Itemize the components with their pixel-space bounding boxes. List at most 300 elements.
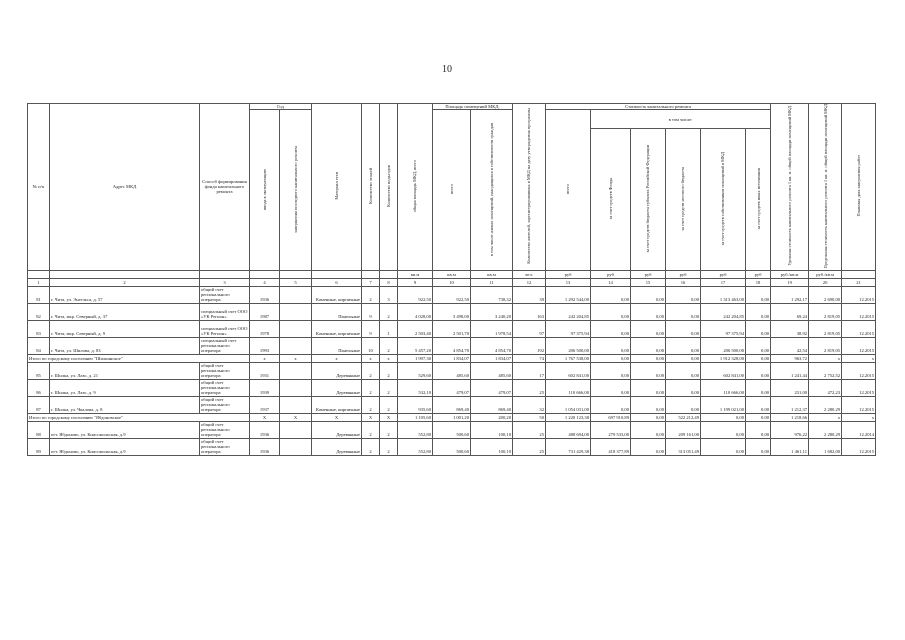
table-cell: 1 292 544,00 [546, 286, 591, 303]
table-cell: г. Шилка, ул. Лазо, д. 9 [50, 379, 200, 396]
table-cell: 2 [362, 379, 380, 396]
unit-cell [312, 270, 362, 278]
header-owners: за счет средств собственников помещений в МКД [720, 152, 726, 246]
subtotal-cell: 1 997,30 [398, 354, 433, 362]
table-cell: 1 978,54 [471, 320, 513, 337]
table-cell [280, 379, 312, 396]
subtotal-cell: 1 912 328,00 [701, 354, 746, 362]
table-cell: 2 [362, 286, 380, 303]
subtotal-row [28, 413, 876, 421]
table-cell: 110 666,00 [546, 379, 591, 396]
unit-cell [250, 270, 280, 278]
table-cell: 1 461,11 [771, 438, 809, 455]
table-row [28, 421, 876, 438]
table-cell: г. Чита, ул. Шилова, д. 83 [50, 337, 200, 354]
table-cell: 529,60 [398, 362, 433, 379]
subtotal-cell: 50 [513, 413, 546, 421]
subtotal-cell: x [380, 354, 398, 362]
subtotal-cell: 0,00 [666, 354, 701, 362]
subtotal-label: Итого по городскому поселению "Шилкинское" [28, 354, 250, 362]
table-cell: общий счет регионального оператора [200, 421, 250, 438]
table-cell: 2 [380, 421, 398, 438]
table-cell: 1937 [250, 396, 280, 413]
table-cell: 869,40 [433, 396, 471, 413]
header-federal: за счет средств бюджета субъекта Российской Федерации [645, 144, 651, 253]
table-cell: 1 212,37 [771, 396, 809, 413]
table-cell: 1 313 463,00 [701, 286, 746, 303]
table-cell: 1 199 021,00 [701, 396, 746, 413]
column-number: 15 [631, 278, 666, 286]
table-cell [280, 421, 312, 438]
table-cell: 0,00 [631, 379, 666, 396]
table-cell: 0,00 [666, 320, 701, 337]
table-cell: 0,00 [591, 320, 631, 337]
table-cell: 5 457,20 [398, 337, 433, 354]
table-cell: 1 [380, 320, 398, 337]
unit-cell: руб [546, 270, 591, 278]
table-cell: 83 [28, 320, 50, 337]
table-cell: 0,00 [666, 303, 701, 320]
table-cell: 39 [513, 286, 546, 303]
table-cell: 976,22 [771, 421, 809, 438]
table-cell: 2 819,05 [809, 337, 842, 354]
table-cell: 0,00 [746, 320, 771, 337]
unit-cell: кв.м [433, 270, 471, 278]
column-number: 10 [433, 278, 471, 286]
header-incl: в том числе: [591, 110, 771, 129]
table-cell: 12.2015 [842, 320, 876, 337]
table-cell: 85 [28, 362, 50, 379]
subtotal-cell: X [250, 413, 280, 421]
subtotal-cell: X [380, 413, 398, 421]
table-cell: общий счет регионального оператора [200, 438, 250, 455]
table-cell: 209 161,00 [666, 421, 701, 438]
table-cell: 4 854,70 [433, 337, 471, 354]
subtotal-cell: 0,00 [591, 354, 631, 362]
table-cell: 1987 [250, 303, 280, 320]
table-cell: 1978 [250, 320, 280, 337]
table-cell: 9 [362, 303, 380, 320]
header-year: Год [250, 104, 312, 110]
column-number: 17 [701, 278, 746, 286]
table-cell: Каменные, кирпичные [312, 396, 362, 413]
subtotal-cell: 1 220 123,38 [546, 413, 591, 421]
table-row [28, 303, 876, 320]
table-cell: 1936 [250, 421, 280, 438]
table-cell: 418 377,89 [591, 438, 631, 455]
subtotal-cell: x [280, 354, 312, 362]
table-cell: г. Чита, ул. Энгельса, д. 57 [50, 286, 200, 303]
table-cell: 485,60 [471, 362, 513, 379]
table-cell: 12.2014 [842, 421, 876, 438]
table-row [28, 337, 876, 354]
header-year-last-repair: завершения последнего капитального ремонта [292, 145, 298, 233]
table-cell: 1 241,44 [771, 362, 809, 379]
table-cell: 0,00 [701, 438, 746, 455]
unit-cell [842, 270, 876, 278]
subtotal-cell: 522 212,49 [666, 413, 701, 421]
subtotal-row [28, 354, 876, 362]
table-row [28, 438, 876, 455]
table-cell: 479,07 [433, 379, 471, 396]
header-n: № п/п [28, 104, 50, 271]
unit-cell [380, 270, 398, 278]
subtotal-cell: x [842, 413, 876, 421]
table-cell: 0,00 [631, 337, 666, 354]
column-number: 13 [546, 278, 591, 286]
table-cell: 479,07 [471, 379, 513, 396]
header-fund: за счет средств Фонда [607, 178, 613, 220]
table-cell: 279 533,00 [591, 421, 631, 438]
table-cell: 1936 [250, 286, 280, 303]
table-cell: 0,00 [746, 438, 771, 455]
header-cost-total: всего [565, 184, 571, 195]
subtotal-cell: X [312, 413, 362, 421]
table-cell: 0,00 [591, 396, 631, 413]
table-cell: 2 280,29 [809, 421, 842, 438]
subtotal-cell: x [250, 354, 280, 362]
table-cell: 10 [362, 337, 380, 354]
table-cell: Деревянные [312, 379, 362, 396]
table-cell: 0,00 [666, 286, 701, 303]
subtotal-cell: 1 105,60 [398, 413, 433, 421]
table-cell: 25 [513, 438, 546, 455]
table-cell [280, 286, 312, 303]
header-residents: Количество жителей, зарегистрированных в МКД на дату утверждения программы [526, 108, 532, 265]
table-cell: 0,00 [666, 379, 701, 396]
header-entrances: Количество подъездов [385, 165, 391, 208]
unit-cell: руб [631, 270, 666, 278]
table-cell: 88 [28, 421, 50, 438]
subtotal-cell: X [280, 413, 312, 421]
header-deadline: Плановая дата завершения работ [856, 155, 862, 217]
subtotal-cell: x [809, 354, 842, 362]
column-number: 20 [809, 278, 842, 286]
table-cell: 100,10 [471, 438, 513, 455]
page-number: 10 [442, 64, 452, 75]
header-local: за счет средств местного бюджета [680, 166, 686, 231]
table-cell: 0,00 [631, 286, 666, 303]
table-cell: 532,10 [398, 379, 433, 396]
table-cell: г. Шилка, ул. Лазо, д. 21 [50, 362, 200, 379]
table-cell: 500,60 [433, 438, 471, 455]
subtotal-cell: 1 001,20 [433, 413, 471, 421]
table-cell: 82 [28, 303, 50, 320]
table-cell [280, 438, 312, 455]
column-number: 1 [28, 278, 50, 286]
table-cell: 25 [513, 421, 546, 438]
table-cell: 2 [380, 362, 398, 379]
table-cell: Деревянные [312, 421, 362, 438]
subtotal-cell: 697 910,89 [591, 413, 631, 421]
table-cell: 2 752,52 [809, 362, 842, 379]
table-cell: 42,54 [771, 337, 809, 354]
table-cell: 0,00 [591, 337, 631, 354]
table-cell: 1936 [250, 438, 280, 455]
subtotal-cell: 0,00 [746, 354, 771, 362]
table-cell: 1 054 031,00 [546, 396, 591, 413]
table-cell: 9 [362, 320, 380, 337]
subtotal-cell: 0,00 [631, 413, 666, 421]
table-cell: 89 [28, 438, 50, 455]
table-row [28, 320, 876, 337]
table-cell: 0,00 [746, 421, 771, 438]
table-cell: 97 375,94 [701, 320, 746, 337]
subtotal-cell: 1 834,07 [471, 354, 513, 362]
table-cell: 472,23 [809, 379, 842, 396]
unit-cell [200, 270, 250, 278]
table-cell: 4 854,70 [471, 337, 513, 354]
unit-cell: руб./кв.м [771, 270, 809, 278]
table-cell: 0,00 [631, 303, 666, 320]
subtotal-cell: 200,20 [471, 413, 513, 421]
unit-cell: чел. [513, 270, 546, 278]
table-cell: 86 [28, 379, 50, 396]
table-cell: Панельные [312, 337, 362, 354]
column-number: 12 [513, 278, 546, 286]
table-row [28, 286, 876, 303]
table-cell: 84 [28, 337, 50, 354]
subtotal-cell: 963,72 [771, 354, 809, 362]
table-cell: общий счет регионального оператора [200, 396, 250, 413]
table-cell: 12.2015 [842, 303, 876, 320]
table-cell: 0,00 [746, 379, 771, 396]
unit-cell [362, 270, 380, 278]
unit-cell [28, 270, 50, 278]
unit-cell: руб./кв.м [809, 270, 842, 278]
table-cell: 2 [362, 421, 380, 438]
table-cell: общий счет регионального оператора [200, 379, 250, 396]
table-cell: пгт. Ябдоново, ул. Комсомольская, д.9 [50, 421, 200, 438]
header-unit-cost: Удельная стоимость капитального ремонта 1 кв. м. общей площади помещений МКД [787, 106, 793, 267]
table-cell [280, 320, 312, 337]
table-cell: 192 [513, 337, 546, 354]
unit-cell: кв.м [398, 270, 433, 278]
table-cell: 0,00 [746, 337, 771, 354]
table-cell: Каменные, кирпичные [312, 286, 362, 303]
table-cell [280, 396, 312, 413]
column-number: 5 [280, 278, 312, 286]
table-cell: 2 [380, 438, 398, 455]
table-cell: 602 841,00 [701, 362, 746, 379]
table-cell: 0,00 [746, 396, 771, 413]
table-cell: специальный счет регионального оператора [200, 337, 250, 354]
table-cell: 1939 [250, 379, 280, 396]
table-cell: 2 503,40 [398, 320, 433, 337]
header-floors: Количество этажей [367, 168, 373, 205]
header-walls: Материал стен [333, 172, 339, 200]
table-cell: 110 666,00 [701, 379, 746, 396]
table-cell: 3 [380, 286, 398, 303]
subtotal-label: Итого по городскому поселению "Ябдоновское" [28, 413, 250, 421]
subtotal-cell: x [809, 413, 842, 421]
table-cell: г. Чита, мкр. Северный, д. 37 [50, 303, 200, 320]
table-cell: 0,00 [631, 438, 666, 455]
header-premises-residential: в том числе жилых помещений, находящихся в собственности граждан [488, 122, 494, 256]
column-number: 9 [398, 278, 433, 286]
table-cell: 552,80 [398, 421, 433, 438]
column-number: 2 [50, 278, 200, 286]
table-cell: 69,24 [771, 303, 809, 320]
column-number: 18 [746, 278, 771, 286]
table-cell: 2 819,05 [809, 303, 842, 320]
table-cell [280, 362, 312, 379]
table-cell: 97 [513, 320, 546, 337]
table-cell: 38,92 [771, 320, 809, 337]
unit-cell: руб [591, 270, 631, 278]
table-cell: Деревянные [312, 438, 362, 455]
column-number: 8 [380, 278, 398, 286]
table-cell: 12.2015 [842, 396, 876, 413]
table-cell [280, 337, 312, 354]
table-cell: 0,00 [746, 286, 771, 303]
table-cell: 2 [362, 362, 380, 379]
header-cost: Стоимость капитального ремонта [546, 104, 771, 110]
table-cell: 602 841,00 [546, 362, 591, 379]
table-cell: 488 694,00 [546, 421, 591, 438]
table-cell: 12.2015 [842, 362, 876, 379]
column-number: 14 [591, 278, 631, 286]
subtotal-cell: x [312, 354, 362, 362]
table-cell: 242 204,85 [546, 303, 591, 320]
table-cell: 0,00 [666, 337, 701, 354]
table-cell: 869,40 [471, 396, 513, 413]
subtotal-cell: 74 [513, 354, 546, 362]
header-other: за счет средств иных источников [755, 168, 761, 230]
table-cell: г. Шилка, ул. Чкалова, д. 8 [50, 396, 200, 413]
table-cell: Панельные [312, 303, 362, 320]
table-cell: 552,80 [398, 438, 433, 455]
table-cell: 922,50 [398, 286, 433, 303]
header-address: Адрес МКД [50, 104, 200, 271]
table-cell: 87 [28, 396, 50, 413]
table-cell: общий счет регионального оператора [200, 362, 250, 379]
table-cell: Деревянные [312, 362, 362, 379]
table-cell: 0,00 [631, 320, 666, 337]
table-cell: 0,00 [701, 421, 746, 438]
subtotal-cell: 0,00 [746, 413, 771, 421]
table-cell: 4 028,00 [398, 303, 433, 320]
table-cell: 3 240,20 [471, 303, 513, 320]
table-cell: общий счет регионального оператора [200, 286, 250, 303]
table-cell: 313 051,49 [666, 438, 701, 455]
table-cell: 731 429,38 [546, 438, 591, 455]
column-number: 11 [471, 278, 513, 286]
table-cell: Каменные, кирпичные [312, 320, 362, 337]
table-cell: 100,10 [471, 421, 513, 438]
table-cell: 2 [380, 303, 398, 320]
table-cell: 206 500,00 [701, 337, 746, 354]
table-cell: 2 [380, 379, 398, 396]
table-cell: 0,00 [746, 303, 771, 320]
table-cell: 485,60 [433, 362, 471, 379]
column-number: 7 [362, 278, 380, 286]
table-cell: 17 [513, 362, 546, 379]
table-cell: 922,50 [433, 286, 471, 303]
table-cell: 25 [513, 379, 546, 396]
table-cell: 1 682,00 [809, 438, 842, 455]
table-cell: 97 375,94 [546, 320, 591, 337]
unit-cell: кв.м [471, 270, 513, 278]
table-cell: пгт. Ябдоново, ул. Комсомольская, д.9 [50, 438, 200, 455]
table-cell: 0,00 [631, 396, 666, 413]
table-row [28, 379, 876, 396]
table-cell [280, 303, 312, 320]
table-cell: 1993 [250, 337, 280, 354]
subtotal-cell: 0,00 [701, 413, 746, 421]
subtotal-cell: 1 767 538,00 [546, 354, 591, 362]
table-cell: 231,00 [771, 379, 809, 396]
table-cell: 738,32 [471, 286, 513, 303]
table-cell: 2 [362, 438, 380, 455]
unit-cell: руб [666, 270, 701, 278]
unit-cell: руб [746, 270, 771, 278]
column-number: 16 [666, 278, 701, 286]
table-cell: специальный счет ООО «УК Регион» [200, 303, 250, 320]
table-cell: 2 501,70 [433, 320, 471, 337]
table-cell: 2 819,05 [809, 320, 842, 337]
column-number: 21 [842, 278, 876, 286]
column-number: 6 [312, 278, 362, 286]
table-cell: 0,00 [746, 362, 771, 379]
table-cell: 2 [362, 396, 380, 413]
unit-cell [50, 270, 200, 278]
table-cell: 12.2015 [842, 286, 876, 303]
table-row [28, 396, 876, 413]
table-cell: 206 500,00 [546, 337, 591, 354]
subtotal-cell: 0,00 [631, 354, 666, 362]
table-cell: 12.2015 [842, 438, 876, 455]
table-cell: 32 [513, 396, 546, 413]
subtotal-cell: x [362, 354, 380, 362]
table-cell: 2 690,00 [809, 286, 842, 303]
unit-cell: руб [701, 270, 746, 278]
header-limit-cost: Предельная стоимость капитального ремонта 1 кв. м. общей площади помещений МКД [822, 104, 828, 269]
table-cell: 163 [513, 303, 546, 320]
column-number: 3 [200, 278, 250, 286]
table-cell: г. Чита, мкр. Северный, д. 9 [50, 320, 200, 337]
table-cell: 0,00 [666, 362, 701, 379]
table-row [28, 362, 876, 379]
table-cell: 500,60 [433, 421, 471, 438]
subtotal-cell: X [362, 413, 380, 421]
table-cell: 1931 [250, 362, 280, 379]
table-cell: 0,00 [631, 362, 666, 379]
table-cell: 12.2015 [842, 379, 876, 396]
table-cell: 0,00 [631, 421, 666, 438]
table-cell: 2 [380, 337, 398, 354]
table-cell: 3 498,00 [433, 303, 471, 320]
table-cell: 935,60 [398, 396, 433, 413]
header-method: Способ формирования фонда капитального ремонта [200, 104, 250, 271]
table-cell: 0,00 [591, 286, 631, 303]
subtotal-cell: x [842, 354, 876, 362]
header-year-commission: ввода в эксплуатацию [261, 168, 267, 210]
table-cell: 2 [380, 396, 398, 413]
header-total-area: общая площадь МКД, всего [412, 160, 418, 213]
capital-repair-table [27, 103, 876, 456]
table-cell: 2 280,29 [809, 396, 842, 413]
header-premises-total: всего [448, 184, 454, 195]
table-cell: специальный счет ООО «УК Регион» [200, 320, 250, 337]
subtotal-cell: 1 218,66 [771, 413, 809, 421]
table-cell: 0,00 [591, 303, 631, 320]
header-premises-area: Площадь помещений МКД: [433, 104, 513, 110]
table-cell: 0,00 [591, 362, 631, 379]
table-cell: 242 204,85 [701, 303, 746, 320]
table-cell: 0,00 [666, 396, 701, 413]
unit-cell [280, 270, 312, 278]
